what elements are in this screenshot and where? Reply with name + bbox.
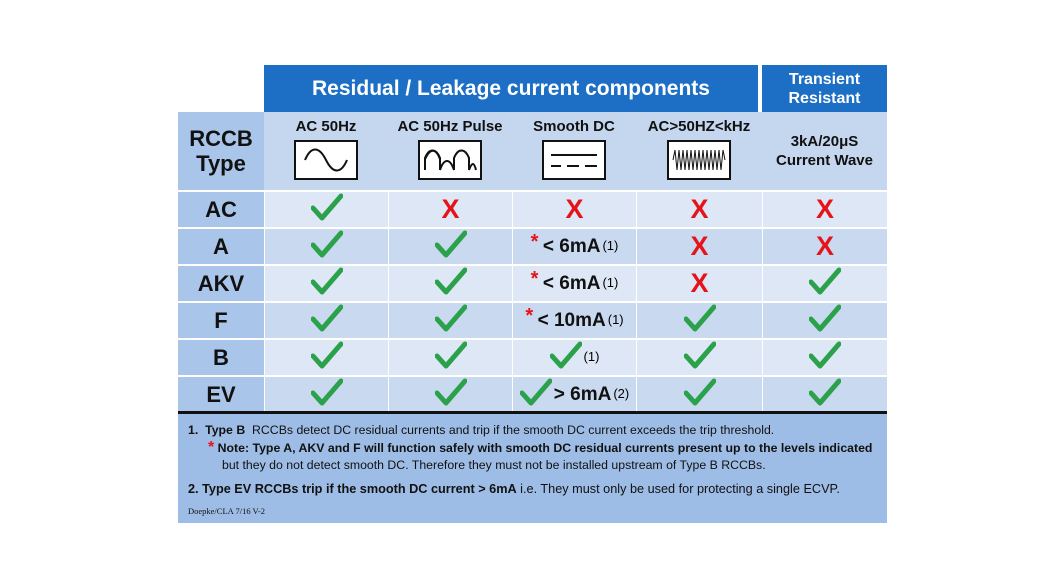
threshold-text: < 6mA (542, 235, 601, 257)
transient-title-line2: Resistant (788, 89, 861, 107)
cross-icon: X (690, 268, 709, 298)
footnote-ref: (1) (583, 349, 600, 364)
row-label-b: B (178, 338, 264, 375)
sine-wave-icon (294, 140, 358, 180)
checkmark-icon (550, 341, 582, 374)
rccb-header-line2: Type (196, 151, 246, 176)
row-label-a: A (178, 227, 264, 264)
pulsating-wave-icon (418, 140, 482, 180)
table-cell (762, 227, 887, 264)
checkmark-icon (435, 378, 467, 411)
table-cell (388, 264, 512, 301)
table-cell (264, 227, 388, 264)
checkmark-icon (809, 378, 841, 411)
cross-icon: X (441, 194, 460, 224)
checkmark-icon (435, 304, 467, 337)
table-cell (388, 190, 512, 227)
table-cell (264, 190, 388, 227)
asterisk-icon: * (530, 231, 539, 253)
checkmark-icon (435, 341, 467, 374)
rccb-comparison-table (178, 63, 887, 523)
threshold-text: < 10mA (537, 309, 606, 331)
cross-icon: X (815, 231, 834, 261)
note-2-text: i.e. They must only be used for protecting a single ECVP. (520, 482, 840, 496)
checkmark-icon (311, 267, 343, 300)
col-header-ac50hz-pulse (388, 112, 512, 190)
checkmark-icon (809, 341, 841, 374)
table-cell (264, 338, 388, 375)
table-cell (636, 375, 762, 412)
threshold-text: > 6mA (553, 383, 612, 405)
table-cell (762, 338, 887, 375)
asterisk-icon: * (525, 305, 534, 327)
table-cell (636, 338, 762, 375)
table-cell (388, 301, 512, 338)
note-2-bold: 2. Type EV RCCBs trip if the smooth DC current > 6mA (188, 482, 517, 496)
threshold-text: < 6mA (542, 272, 601, 294)
footnote-ref: (1) (602, 275, 619, 290)
table-cell (388, 227, 512, 264)
transient-title (762, 65, 887, 112)
checkmark-icon (311, 341, 343, 374)
table-cell (636, 264, 762, 301)
table-cell (762, 264, 887, 301)
rccb-header-line1: RCCB (189, 126, 253, 151)
checkmark-icon (311, 230, 343, 263)
rccb-type-header (178, 112, 264, 190)
table-cell (264, 375, 388, 412)
blank-corner (178, 63, 264, 112)
cross-icon: X (815, 194, 834, 224)
table-cell (636, 190, 762, 227)
checkmark-icon (435, 230, 467, 263)
checkmark-icon (311, 193, 343, 226)
col-header-transient (762, 112, 887, 190)
table-cell (762, 190, 887, 227)
row-label-ev: EV (178, 375, 264, 412)
table-cell (512, 338, 636, 375)
checkmark-icon (435, 267, 467, 300)
note-1-sub-line2: but they do not detect smooth DC. Therefore they must not be installed upstream of Type B RCCBs. (222, 458, 766, 472)
transient-col-line1: 3kA/20μS (790, 133, 859, 150)
note-2 (188, 481, 877, 498)
checkmark-icon (684, 341, 716, 374)
cross-icon: X (565, 194, 584, 224)
col-header-smooth-dc (512, 112, 636, 190)
cross-icon: X (690, 194, 709, 224)
checkmark-icon (311, 304, 343, 337)
table-cell (264, 264, 388, 301)
footnote-ref: (1) (602, 238, 619, 253)
note-1 (188, 422, 877, 439)
table-cell (512, 190, 636, 227)
table-cell (762, 301, 887, 338)
checkmark-icon (809, 267, 841, 300)
footnote-ref: (1) (607, 312, 624, 327)
col-label: Smooth DC (533, 118, 615, 135)
col-header-high-frequency (636, 112, 762, 190)
row-label-ac: AC (178, 190, 264, 227)
row-label-f: F (178, 301, 264, 338)
table-cell (512, 264, 636, 301)
asterisk-icon: * (208, 439, 215, 456)
col-label: AC>50HZ<kHz (647, 118, 751, 135)
col-header-ac50hz (264, 112, 388, 190)
checkmark-icon (684, 378, 716, 411)
footnote-ref: (2) (613, 386, 630, 401)
table-cell (636, 227, 762, 264)
note-1-sub-bold: Note: Type A, AKV and F will function safely with smooth DC residual currents present up to the levels indicated (217, 441, 873, 455)
note-1-text: RCCBs detect DC residual currents and trip if the smooth DC current exceeds the trip threshold. (252, 423, 775, 437)
checkmark-icon (684, 304, 716, 337)
table-cell (264, 301, 388, 338)
cross-icon: X (690, 231, 709, 261)
row-label-akv: AKV (178, 264, 264, 301)
transient-col-line2: Current Wave (776, 152, 873, 169)
asterisk-icon: * (530, 268, 539, 290)
table-cell (512, 227, 636, 264)
table-cell (762, 375, 887, 412)
high-frequency-wave-icon (667, 140, 731, 180)
checkmark-icon (520, 378, 552, 411)
col-label: AC 50Hz Pulse (397, 118, 503, 135)
note-1-type: Type B (205, 423, 246, 437)
table-cell (512, 301, 636, 338)
transient-title-line1: Transient (788, 70, 861, 88)
table-cell (636, 301, 762, 338)
note-1-number: 1. (188, 423, 199, 437)
main-title: Residual / Leakage current components (264, 65, 760, 112)
notes-panel (178, 414, 887, 523)
table-cell (388, 375, 512, 412)
checkmark-icon (809, 304, 841, 337)
table-cell (512, 375, 636, 412)
checkmark-icon (311, 378, 343, 411)
col-label: AC 50Hz (295, 118, 357, 135)
note-1-sub (188, 439, 877, 457)
table-cell (388, 338, 512, 375)
smooth-dc-icon (542, 140, 606, 180)
footer-reference: Doepke/CLA 7/16 V-2 (188, 506, 265, 516)
